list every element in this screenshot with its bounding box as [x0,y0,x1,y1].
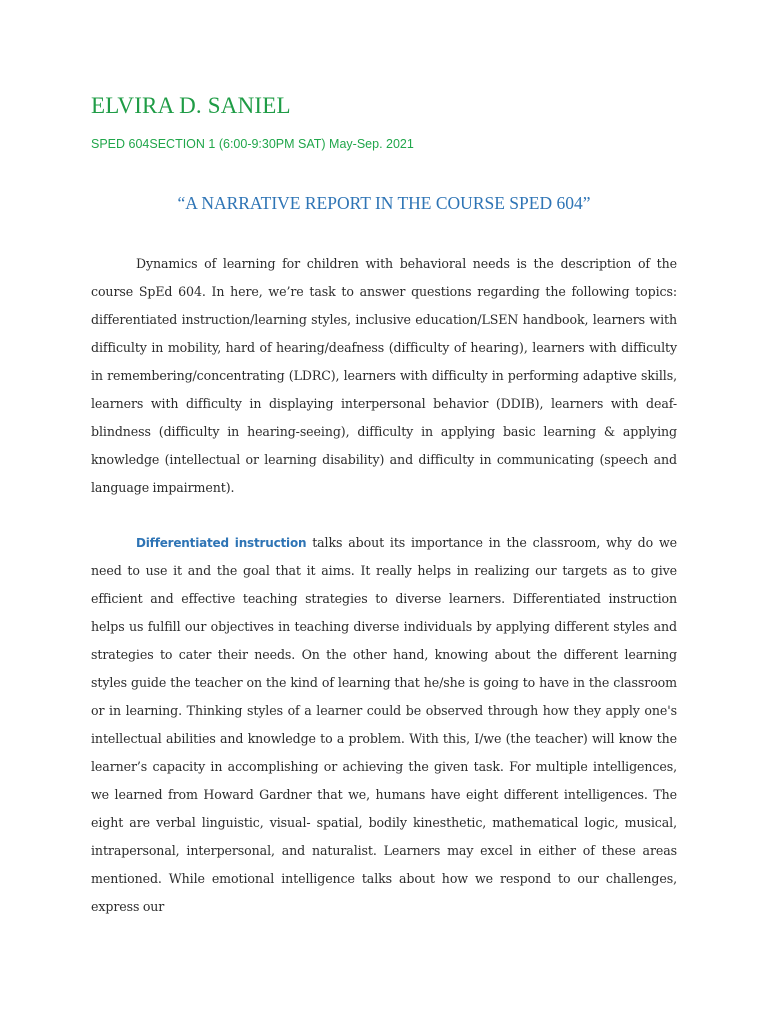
author-name: ELVIRA D. SANIEL [91,93,291,118]
report-title: “A NARRATIVE REPORT IN THE COURSE SPED 604” [177,193,591,213]
paragraph-text: talks about its importance in the classroom, why do we need to use it and the goal that it aims. It really helps in realizing our targets as to give efficient and effective teaching strategies to diverse learners. Differentiated instruction helps us fulfill our objectives in teaching diverse individuals by applying different styles and strategies to cater their needs. On the other hand, knowing about the different learning styles guide the teacher on the kind of learning that he/she is going to have in the classroom or in learning. Thinking styles of a learner could be observed through how they apply one's intellectual abilities and knowledge to a problem. With this, I/we (the teacher) will know the learner’s capacity in accomplishing or achieving the given task. For multiple intelligences, we learned from Howard Gardner that we, humans have eight different intelligences. The eight are verbal linguistic, visual- spatial, bodily kinesthetic, mathematical logic, musical, intrapersonal, interpersonal, and naturalist. Learners may excel in either of these areas mentioned. While emotional intelligence talks about how we respond to our challenges, express our [91,535,677,914]
highlighted-term: Differentiated instruction [136,536,307,550]
course-section-line: SPED 604SECTION 1 (6:00-9:30PM SAT) May-Sep. 2021 [91,137,414,151]
differentiated-instruction-paragraph [91,529,677,921]
intro-paragraph: Dynamics of learning for children with behavioral needs is the description of the course SpEd 604. In here, we’re task to answer questions regarding the following topics: differentiated instruction/learning styles, inclusive education/LSEN handbook, learners with difficulty in mobility, hard of hearing/deafness (difficulty of hearing), learners with difficulty in remembering/concentrating (LDRC), learners with difficulty in performing adaptive skills, learners with difficulty in displaying interpersonal behavior (DDIB), learners with deaf-blindness (difficulty in hearing-seeing), difficulty in applying basic learning & applying knowledge (intellectual or learning disability) and difficulty in communicating (speech and language impairment). [91,256,677,495]
